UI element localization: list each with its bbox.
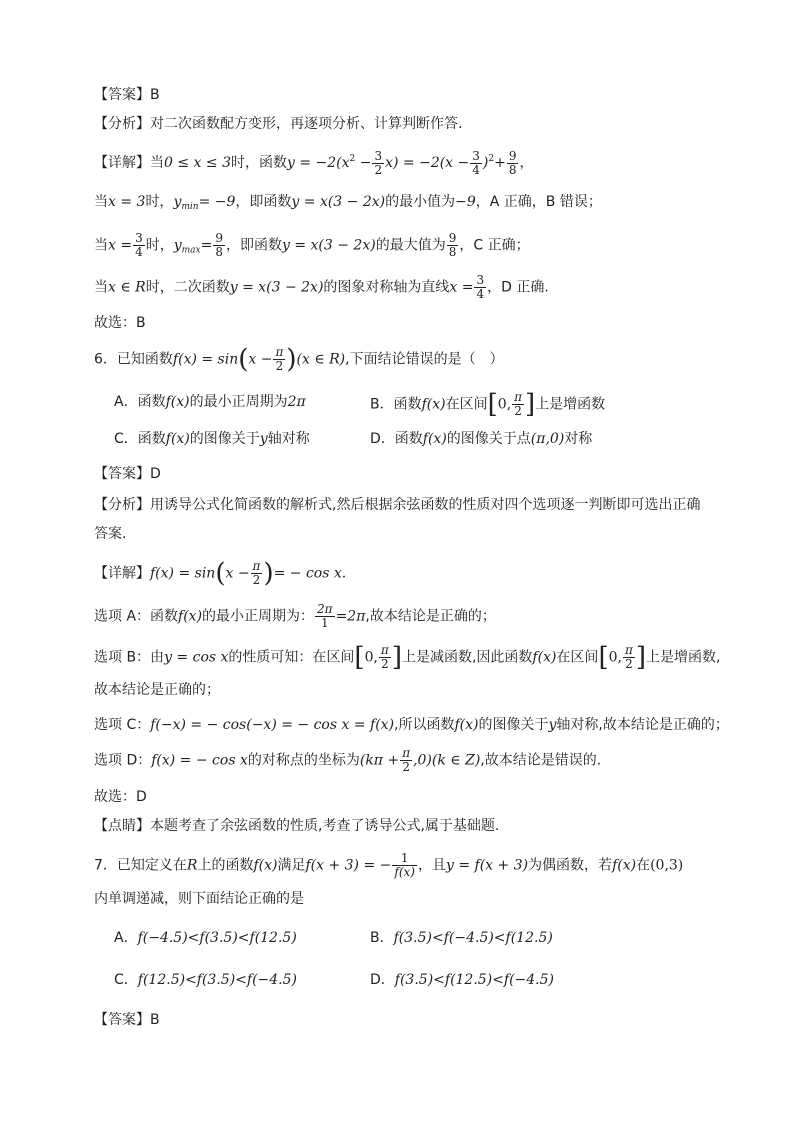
fraction: $\frac{3}{4}$ xyxy=(476,273,485,301)
q7-stem-2: 内单调递减，则下面结论正确的是 xyxy=(94,891,304,907)
q6-stem: 6．已知函数f(x) = sin(x − $\frac{\pi}{2}$ )(x ∈ R),下面结论错误的是（ ） xyxy=(94,344,504,375)
q7-answer: 【答案】B xyxy=(94,1012,160,1028)
math: 2 xyxy=(349,154,356,164)
fraction: $\frac{9}{8}$ xyxy=(508,148,517,177)
q6-option-b-detail: 选项 B：由y = cos x的性质可知：在区间[0, $\frac{\pi}{2}$ ]上是减函数,因此函数f(x)在区间[0, $\frac{\pi}{2}$ ]上是增函数, xyxy=(94,642,721,673)
q6-analysis-2: 答案. xyxy=(94,526,127,542)
fraction: $\frac{3}{4}$ xyxy=(472,148,480,177)
q6-option-a-detail: 选项 A：函数f(x)的最小正周期为： $\frac{2\pi}{1}$ =2π,故本结论是正确的； xyxy=(94,602,496,630)
q6-detail: 【详解】f(x) = sin(x − $\frac{\pi}{2}$ )= − cos x. xyxy=(94,558,347,589)
q6-option-c[interactable]: C．函数f(x)的图像关于y轴对称 xyxy=(114,431,310,447)
q6-option-d[interactable]: D．函数f(x)的图像关于点(π,0)对称 xyxy=(370,431,593,447)
analysis-tag: 【分析】 xyxy=(94,116,150,132)
fraction: $\frac{9}{8}$ xyxy=(448,231,457,259)
q6-choose: 故选：D xyxy=(94,789,147,805)
fraction: $\frac{2\pi}{1}$ xyxy=(317,602,333,630)
fraction: $\frac{3}{2}$ xyxy=(374,148,383,177)
math: y = −2(x xyxy=(286,155,350,171)
q6-option-d-detail: 选项 D：f(x) = − cos x的对称点的坐标为(kπ + $\frac{\pi}{2}$ ,0)(k ∈ Z),故本结论是错误的. xyxy=(94,746,602,774)
q7-stem: 7．已知定义在R上的函数f(x)满足f(x + 3) = − $\frac{1}{f(x)}$ ，且y = f(x + 3)为偶函数，若f(x)在(0,3) xyxy=(94,851,684,879)
detail-tag: 【详解】 xyxy=(94,155,150,171)
q6-option-b[interactable]: B．函数f(x)在区间[0, $\frac{\pi}{2}$ ]上是增函数 xyxy=(370,389,606,420)
q6-analysis: 【分析】用诱导公式化简函数的解析式,然后根据余弦函数的性质对四个选项逐一判断即可选出正确 xyxy=(94,497,701,513)
fraction: $\frac{1}{f(x)}$ xyxy=(394,851,415,879)
q6-option-a[interactable]: A．函数f(x)的最小正周期为2π xyxy=(114,394,306,410)
fraction: $\frac{\pi}{2}$ xyxy=(275,345,284,373)
q5-line-3: 当x = $\frac{3}{4}$ 时，$y_{max}=$ $\frac{9}{8}$ ，即函数y = x(3 − 2x)的最大值为 $\frac{9}{8}$ ，C 正确； xyxy=(94,231,530,259)
analysis-text: 对二次函数配方变形，再逐项分析、计算判断作答. xyxy=(150,116,463,132)
math: x) = −2(x − xyxy=(385,155,470,171)
fraction: $\frac{3}{4}$ xyxy=(135,231,143,259)
math: 0 ≤ x ≤ 3 xyxy=(164,155,231,171)
q7-option-a[interactable]: A．f(−4.5)<f(3.5)<f(12.5) xyxy=(114,930,297,946)
text: 当 xyxy=(150,155,164,171)
fraction: $\frac{\pi}{2}$ xyxy=(252,559,261,587)
q5-line-4: 当x ∈ R时，二次函数y = x(3 − 2x)的图象对称轴为直线x = $\frac{3}{4}$ ，D 正确. xyxy=(94,273,549,301)
q7-option-d[interactable]: D．f(3.5)<f(12.5)<f(−4.5) xyxy=(370,972,554,988)
fraction: $\frac{\pi}{2}$ xyxy=(514,390,523,418)
fraction: $\frac{\pi}{2}$ xyxy=(380,643,389,671)
q7-option-b[interactable]: B．f(3.5)<f(−4.5)<f(12.5) xyxy=(370,930,553,946)
q7-option-c[interactable]: C．f(12.5)<f(3.5)<f(−4.5) xyxy=(114,972,297,988)
q5-line-2: 当x = 3时，$y_{min}= -9$，即函数y = x(3 − 2x)的最小值为−9，A 正确，B 错误； xyxy=(94,194,602,212)
answer-tag: 【答案】 xyxy=(94,87,150,103)
q5-answer xyxy=(94,84,160,106)
q5-choose: 故选：B xyxy=(94,315,146,331)
fraction: $\frac{\pi}{2}$ xyxy=(624,643,633,671)
answer-value: B xyxy=(150,87,160,103)
q5-analysis xyxy=(94,113,462,135)
q6-answer: 【答案】D xyxy=(94,466,161,482)
q6-comment: 【点睛】本题考查了余弦函数的性质,考查了诱导公式,属于基础题. xyxy=(94,818,500,834)
q6-option-b-detail-2: 故本结论是正确的； xyxy=(94,682,220,698)
q6-option-c-detail: 选项 C：f(−x) = − cos(−x) = − cos x = f(x),所以函数f(x)的图像关于y轴对称,故本结论是正确的； xyxy=(94,717,729,733)
fraction: $\frac{9}{8}$ xyxy=(215,231,223,259)
q5-detail: 【详解】当0 ≤ x ≤ 3时，函数$y = -2(x^2$ − $\frac{3}{2}$ x) = −2(x − $\frac{3}{4}$ )$^2$+ $\frac{9}{8}$ ， xyxy=(94,148,534,177)
fraction: $\frac{\pi}{2}$ xyxy=(402,746,411,774)
text: 时，函数 xyxy=(230,155,287,171)
